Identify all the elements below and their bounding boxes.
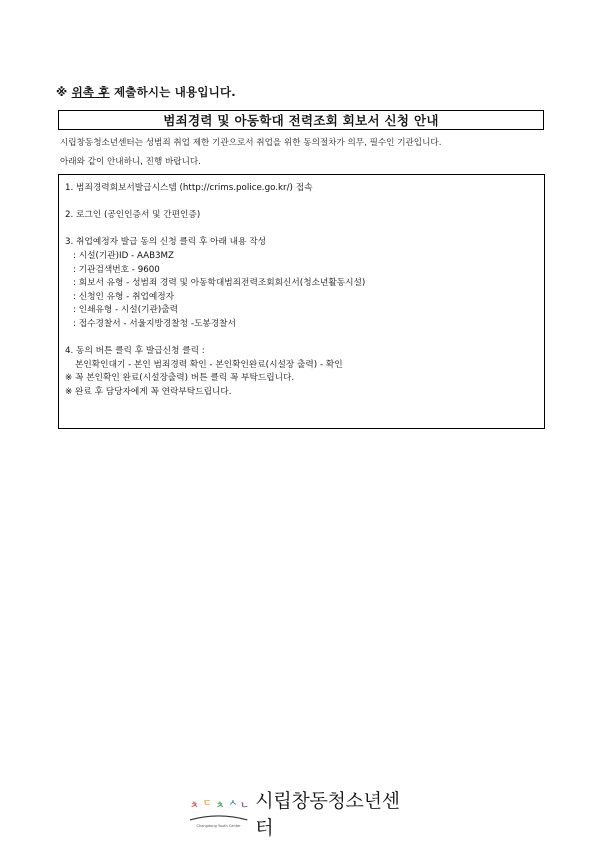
title-box (58, 110, 544, 130)
steps-box (58, 174, 545, 429)
step-4-detail: 본인확인대기 - 본인 범죄경력 확인 - 본인확인완료(시설장 출력) - 확인 (75, 359, 343, 370)
logo-letter: ㅊ (189, 801, 199, 812)
intro-line: 시립창동청소년센터는 성범죄 취업 제한 기관으로서 취업을 위한 동의절차가 의무, 필수인 기관입니다. (60, 138, 442, 148)
note-contact: ※ 완료 후 담당자에게 꼭 연락부탁드립니다. (65, 386, 232, 397)
logo-letter: ㄷ (202, 799, 212, 810)
logo-tagline: Changdong Youth Center (196, 823, 241, 828)
notice-rest: 제출하시는 내용입니다. (113, 85, 236, 99)
step-3-item-report-type: : 회보서 유형 - 성범죄 경력 및 아동학대범죄전력조회회신서(청소년활동시설) (73, 278, 366, 289)
step-3-item-facility-id: : 시설(기관)ID - AAB3MZ (73, 250, 175, 261)
intro-text (60, 134, 544, 172)
notice-underlined: 위촉 후 (71, 85, 110, 99)
intro-line: 아래와 같이 안내하니, 진행 바랍니다. (60, 157, 201, 167)
step-4: 4. 동의 버튼 클릭 후 발급신청 클릭 : (65, 346, 205, 357)
step-1: 1. 범죄경력회보서발급시스템 (http://crims.police.go.kr/) 접속 (65, 183, 313, 193)
logo-letter: ㄴ (240, 801, 249, 812)
center-logo (186, 790, 416, 839)
notice-line (56, 84, 236, 100)
logo-letter: ㅊ (215, 801, 225, 812)
step-3-item-police-station: : 접수경찰서 - 서울지방경찰청 -도봉경찰서 (73, 318, 236, 329)
notice-mark: ※ (56, 85, 68, 99)
note-confirm: ※ 꼭 본인확인 완료(시설장출력) 버튼 클릭 꼭 부탁드립니다. (65, 373, 295, 384)
logo-letter: ㅅ (228, 799, 238, 810)
step-3: 3. 취업예정자 발급 동의 신청 클릭 후 아래 내용 작성 (65, 237, 266, 248)
step-3-item-search-number: : 기관검색번호 - 9600 (73, 264, 160, 275)
step-3-item-applicant-type: : 신청인 유형 - 취업예정자 (73, 291, 175, 302)
step-3-item-print-type: : 인쇄유형 - 시설(기관)출력 (73, 305, 179, 316)
page-title: 범죄경력 및 아동학대 전력조회 회보서 신청 안내 (163, 113, 439, 128)
center-logo-icon (186, 796, 251, 830)
step-2: 2. 로그인 (공인인증서 및 간편인증) (65, 210, 201, 221)
center-name: 시립창동청소년센터 (255, 790, 400, 839)
